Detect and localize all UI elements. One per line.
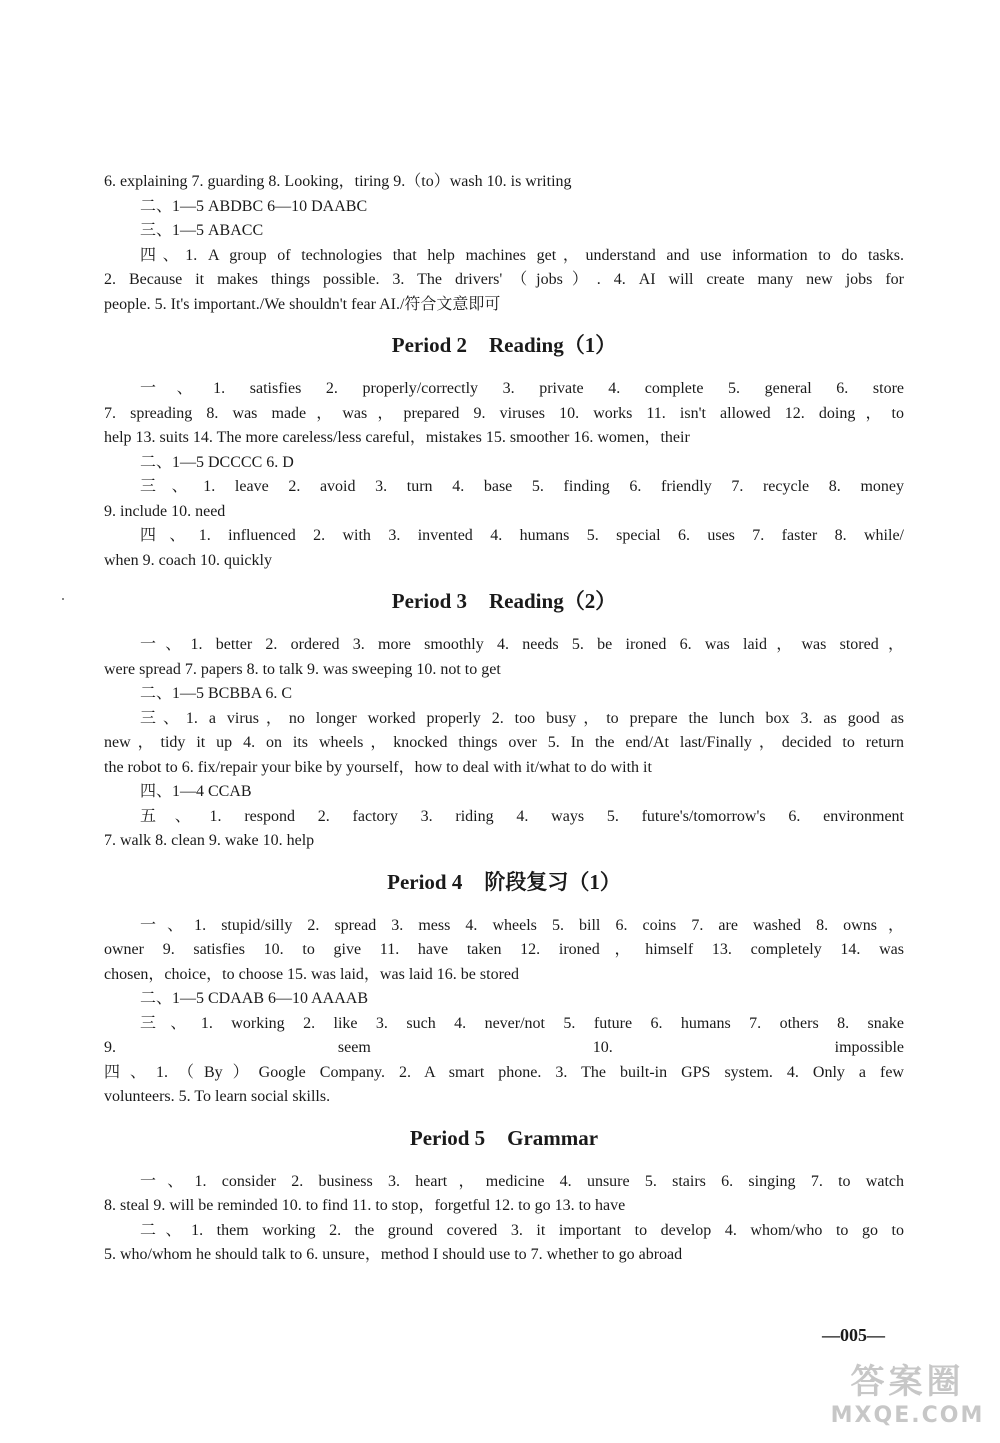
answer-line: 一、1. better 2. ordered 3. more smoothly 4. needs 5. be ironed 6. was laid，was stored， [140,636,904,653]
answer-line: the robot to 6. fix/repair your bike by yourself，how to deal with it/what to do with it [104,758,652,776]
answer-section [104,584,904,854]
watermark-top-text: 答案圈 [850,1362,965,1402]
answer-section [104,170,904,317]
answer-line: 9. seem 10. impossible [104,1039,904,1056]
answer-line: 二、1—5 BCBBA 6. C [140,685,293,702]
answer-line: owner 9. satisfies 10. to give 11. have taken 12. ironed，himself 13. completely 14. was [104,941,904,958]
answer-line: 三、1. working 2. like 3. such 4. never/not 5. future 6. humans 7. others 8. snake [140,1014,904,1032]
answer-line: 四、1—4 CCAB [140,783,252,800]
answer-line: 三、1—5 ABACC [140,222,264,239]
answer-line: 9. include 10. need [104,502,226,520]
answer-line: 7. walk 8. clean 9. wake 10. help [104,832,315,849]
margin-mark [62,598,64,600]
period-label: Period 3 [391,589,468,613]
answer-line: 一、1. stupid/silly 2. spread 3. mess 4. wheels 5. bill 6. coins 7. are washed 8. owns， [140,916,904,934]
answer-line: help 13. suits 14. The more careless/less careful，mistakes 15. smoother 16. women，their [104,429,690,446]
section-heading [104,1121,904,1155]
watermark-logo [820,1362,995,1440]
period-title: Reading（1） [489,333,617,357]
answer-line: 2. Because it makes things possible. 3. The drivers'（jobs）. 4. AI will create many new jobs for [104,271,904,288]
answer-line: 5. who/whom he should talk to 6. unsure，method I should use to 7. whether to go abroad [104,1246,683,1263]
answer-line: 二、1—5 CDAAB 6—10 AAAAB [140,990,369,1007]
answer-line: 三、1. a virus，no longer worked properly 2. too busy，to prepare the lunch box 3. as good as [140,709,904,727]
answer-section [104,865,904,1110]
period-title: Grammar [507,1125,599,1150]
answer-line: volunteers. 5. To learn social skills. [104,1088,331,1105]
answer-line: 二、1. them working 2. the ground covered 3. it important to develop 4. whom/who to go to [140,1221,904,1239]
answer-line: 五、1. respond 2. factory 3. riding 4. ways 5. future's/tomorrow's 6. environment [140,807,904,825]
answer-line: 二、1—5 DCCCC 6. D [140,453,294,471]
period-label: Period 2 [391,333,468,357]
answer-line: 四、1. A group of technologies that help machines get，understand and use information to do tasks. [140,246,904,264]
answer-line: 二、1—5 ABDBC 6—10 DAABC [140,197,368,215]
page-number: —005— [822,1325,885,1345]
answer-section [104,328,904,573]
period-title: Reading（2） [489,589,617,613]
period-title: 阶段复习（1） [484,869,621,894]
answer-content [104,170,904,1268]
answer-line: 四、1.（By）Google Company. 2. A smart phone. 3. The built-in GPS system. 4. Only a few [104,1063,904,1081]
section-heading [104,328,904,362]
answer-line: chosen，choice，to choose 15. was laid，was laid 16. be stored [104,965,520,983]
answer-line: new，tidy it up 4. on its wheels，knocked things over 5. In the end/At last/Finally，decided to return [104,734,904,751]
section-heading [104,865,904,899]
answer-line: 7. spreading 8. was made，was，prepared 9. viruses 10. works 11. isn't allowed 12. doing，to [104,404,904,422]
answer-line: 6. explaining 7. guarding 8. Looking，tiring 9.（to）wash 10. is writing [104,173,572,190]
answer-line: 四、1. influenced 2. with 3. invented 4. humans 5. special 6. uses 7. faster 8. while/ [140,527,904,544]
answer-line: 8. steal 9. will be reminded 10. to find 11. to stop，forgetful 12. to go 13. to have [104,1197,626,1214]
answer-line: when 9. coach 10. quickly [104,551,272,569]
period-label: Period 4 [387,869,463,894]
answer-line: 三、1. leave 2. avoid 3. turn 4. base 5. finding 6. friendly 7. recycle 8. money [140,478,904,495]
answer-line: 一、1. consider 2. business 3. heart，medicine 4. unsure 5. stairs 6. singing 7. to watch [140,1172,904,1190]
answer-line: were spread 7. papers 8. to talk 9. was sweeping 10. not to get [104,660,501,678]
period-label: Period 5 [409,1125,486,1150]
answer-line: 一、1. satisfies 2. properly/correctly 3. private 4. complete 5. general 6. store [140,380,904,397]
answer-line: people. 5. It's important./We shouldn't fear AI./符合文意即可 [104,295,501,313]
section-heading [104,584,904,618]
watermark-bottom-text: MXQE.COM [830,1403,985,1428]
answer-section [104,1121,904,1268]
